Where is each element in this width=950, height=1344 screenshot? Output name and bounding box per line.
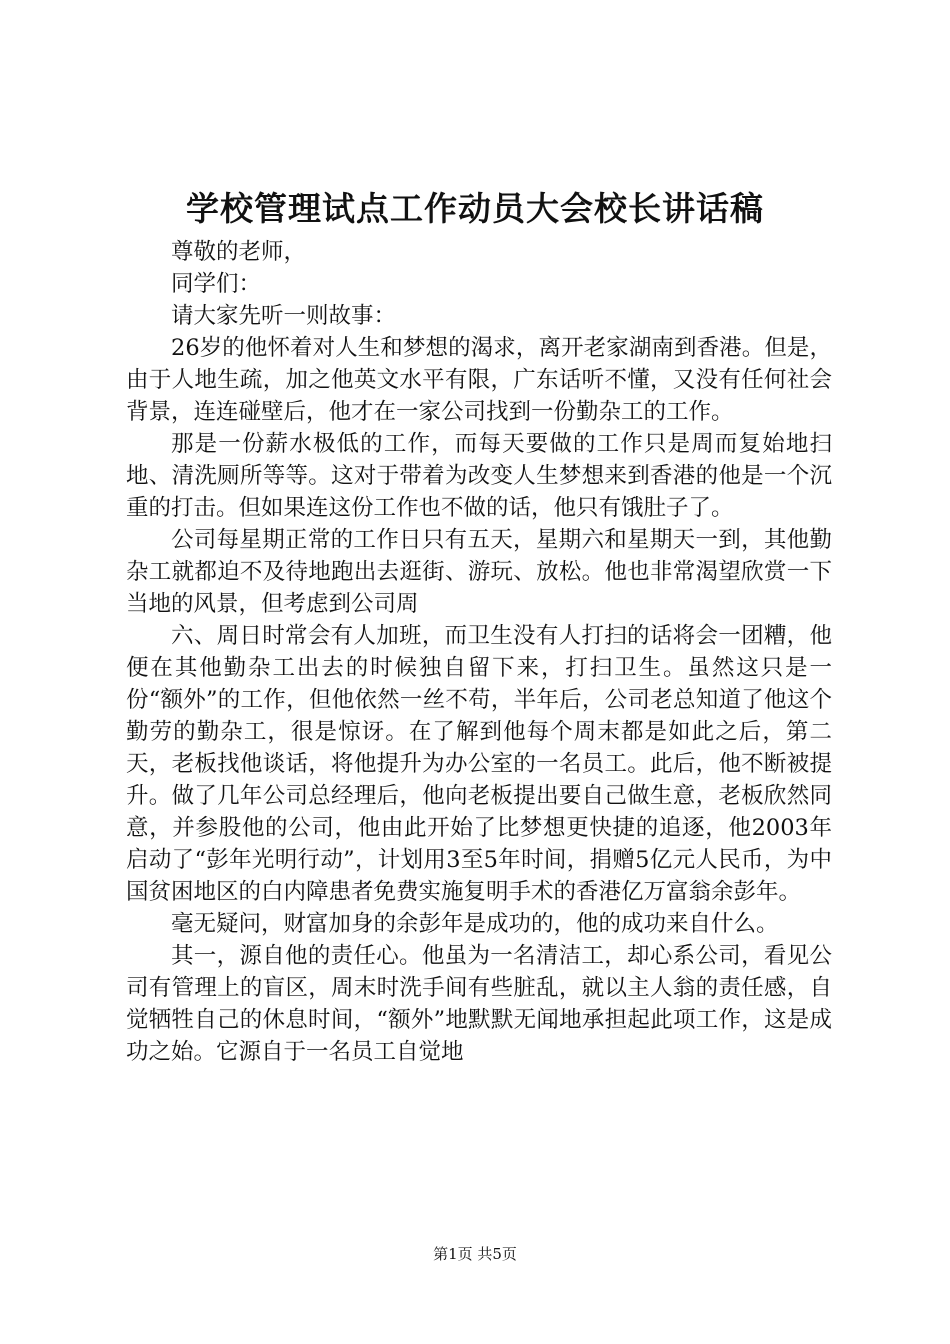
document-title: 学校管理试点工作动员大会校长讲话稿	[186, 189, 764, 228]
paragraph: 公司每星期正常的工作日只有五天，星期六和星期天一到，其他勤杂工就都迫不及待地跑出去逛街、游玩、放松。他也非常渴望欣赏一下当地的风景，但考虑到公司周	[126, 527, 832, 617]
paragraph: 那是一份薪水极低的工作，而每天要做的工作只是周而复始地扫地、清洗厕所等等。这对于带着为改变人生梦想来到香港的他是一个沉重的打击。但如果连这份工作也不做的话，他只有饿肚子了。	[126, 431, 832, 521]
paragraph: 六、周日时常会有人加班，而卫生没有人打扫的话将会一团糟，他便在其他勤杂工出去的时候独自留下来，打扫卫生。虽然这只是一份“额外”的工作，但他依然一丝不苟，半年后，公司老总知道了他这个勤劳的勤杂工，很是惊讶。在了解到他每个周末都是如此之后，第二天，老板找他谈话，将他提升为办公室的一名员工。此后，他不断被提升。做了几年公司总经理后，他向老板提出要自己做生意，老板欣然同意，并参股他的公司，他由此开始了比梦想更快捷的追逐，他2003年启动了“彭年光明行动”，计划用3至5年时间，捐赠5亿元人民币，为中国贫困地区的白内障患者免费实施复明手术的香港亿万富翁余彭年。	[126, 623, 832, 905]
paragraph: 其一，源自他的责任心。他虽为一名清洁工，却心系公司，看见公司有管理上的盲区，周末时洗手间有些脏乱，就以主人翁的责任感，自觉牺牲自己的休息时间，“额外”地默默无闻地承担起此项工作，这是成功之始。它源自于一名员工自觉地	[126, 943, 832, 1065]
paragraph: 26岁的他怀着对人生和梦想的渴求，离开老家湖南到香港。但是，由于人地生疏，加之他英文水平有限，广东话听不懂，又没有任何社会背景，连连碰壁后，他才在一家公司找到一份勤杂工的工作。	[126, 335, 832, 425]
paragraph: 毫无疑问，财富加身的余彭年是成功的，他的成功来自什么。	[171, 911, 779, 937]
page-number: 第1页 共5页	[433, 1245, 517, 1263]
intro-line: 请大家先听一则故事：	[171, 303, 397, 329]
salutation-line-1: 尊敬的老师，	[171, 239, 307, 265]
document-body	[126, 236, 832, 1068]
salutation-line-2: 同学们：	[171, 271, 262, 297]
